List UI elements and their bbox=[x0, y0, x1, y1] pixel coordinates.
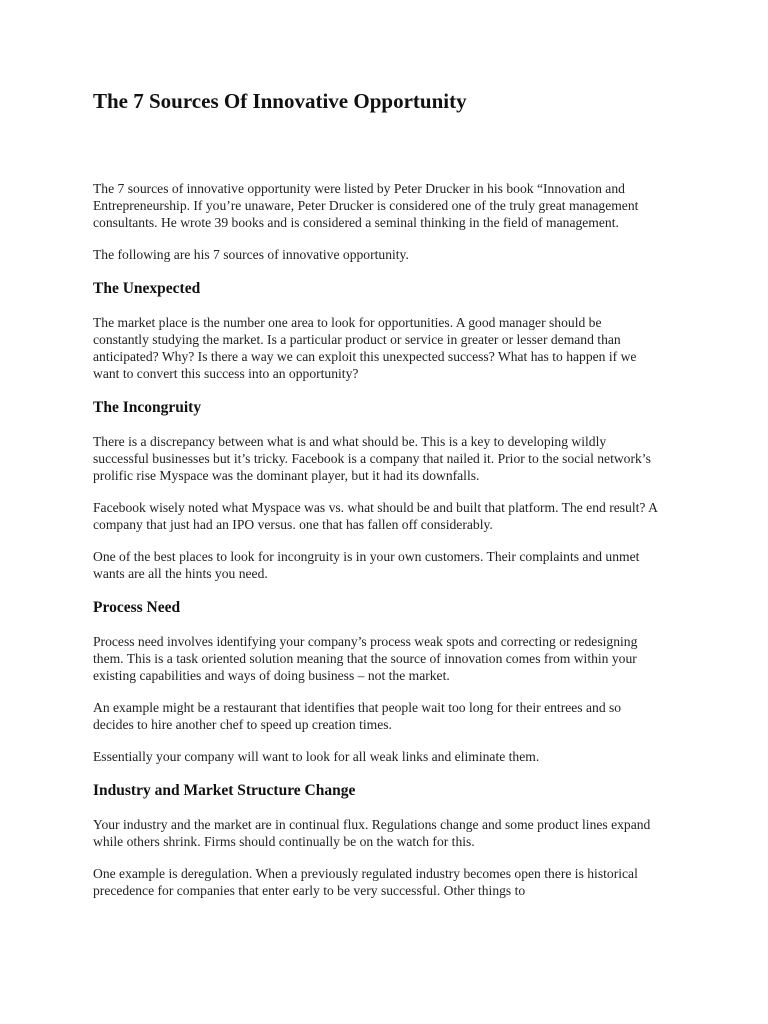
section-paragraph: Your industry and the market are in continual flux. Regulations change and some product lines expand while others shrink. Firms should continually be on the watch for this. bbox=[93, 817, 651, 849]
section-heading-incongruity: The Incongruity bbox=[93, 399, 202, 416]
intro-paragraph: The following are his 7 sources of innovative opportunity. bbox=[93, 247, 409, 262]
section-paragraph: One of the best places to look for incongruity is in your own customers. Their complaints and unmet wants are all the hints you need. bbox=[93, 549, 640, 581]
section-paragraph: Essentially your company will want to look for all weak links and eliminate them. bbox=[93, 749, 540, 764]
section-paragraph: Process need involves identifying your company’s process weak spots and correcting or redesigning them. This is a task oriented solution meaning that the source of innovation comes from within your existing capabilities and ways of doing business – not the market. bbox=[93, 634, 638, 683]
section-paragraph: Facebook wisely noted what Myspace was vs. what should be and built that platform. The end result? A company that just had an IPO versus. one that has fallen off considerably. bbox=[93, 500, 658, 532]
document-title: The 7 Sources Of Innovative Opportunity bbox=[93, 89, 467, 113]
section-heading-unexpected: The Unexpected bbox=[93, 280, 201, 297]
section-heading-industry-market-structure-change: Industry and Market Structure Change bbox=[93, 782, 356, 799]
intro-paragraph: The 7 sources of innovative opportunity were listed by Peter Drucker in his book “Innovation and Entrepreneurship. If you’re unaware, Peter Drucker is considered one of the truly great management consultants. He wrote 39 books and is considered a seminal thinking in the field of management. bbox=[93, 181, 639, 230]
section-paragraph: One example is deregulation. When a previously regulated industry becomes open there is historical precedence for companies that enter early to be very successful. Other things to bbox=[93, 866, 638, 898]
section-paragraph: The market place is the number one area to look for opportunities. A good manager should be constantly studying the market. Is a particular product or service in greater or lesser demand than anticipated? Why? Is there a way we can exploit this unexpected success? What has to happen if we want to convert this success into an opportunity? bbox=[93, 315, 637, 381]
section-paragraph: An example might be a restaurant that identifies that people wait too long for their entrees and so decides to hire another chef to speed up creation times. bbox=[93, 700, 622, 732]
document-body bbox=[93, 180, 658, 914]
section-heading-process-need: Process Need bbox=[93, 599, 181, 616]
section-paragraph: There is a discrepancy between what is and what should be. This is a key to developing wildly successful businesses but it’s tricky. Facebook is a company that nailed it. Prior to the social network’s prolific rise Myspace was the dominant player, but it had its downfalls. bbox=[93, 434, 651, 483]
